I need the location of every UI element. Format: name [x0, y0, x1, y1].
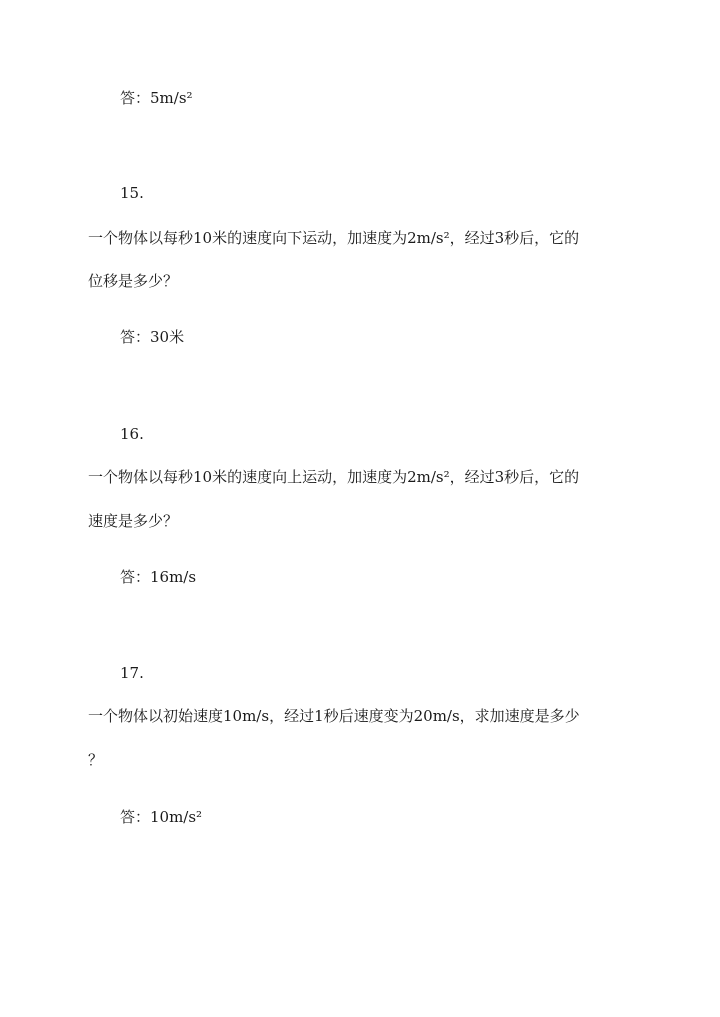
answer-text: 答：30米 — [120, 328, 185, 346]
question-text-line1: 一个物体以初始速度10m/s，经过1秒后速度变为20m/s，求加速度是多少 — [88, 707, 580, 725]
question-text-line1: 一个物体以每秒10米的速度向上运动，加速度为2m/s²，经过3秒后，它的 — [88, 468, 580, 486]
question-text-line1: 一个物体以每秒10米的速度向下运动，加速度为2m/s²，经过3秒后，它的 — [88, 229, 580, 247]
answer-text: 答：16m/s — [120, 568, 197, 586]
question-text-line2: 速度是多少？ — [88, 512, 179, 530]
previous-answer: 答：5m/s² — [120, 89, 193, 107]
question-text-line2: 位移是多少？ — [88, 272, 179, 290]
question-number: 15. — [120, 184, 144, 202]
answer-text: 答：10m/s² — [120, 808, 203, 826]
question-number: 17. — [120, 664, 144, 682]
question-number: 16. — [120, 425, 144, 443]
question-text-line2: ？ — [88, 751, 104, 769]
